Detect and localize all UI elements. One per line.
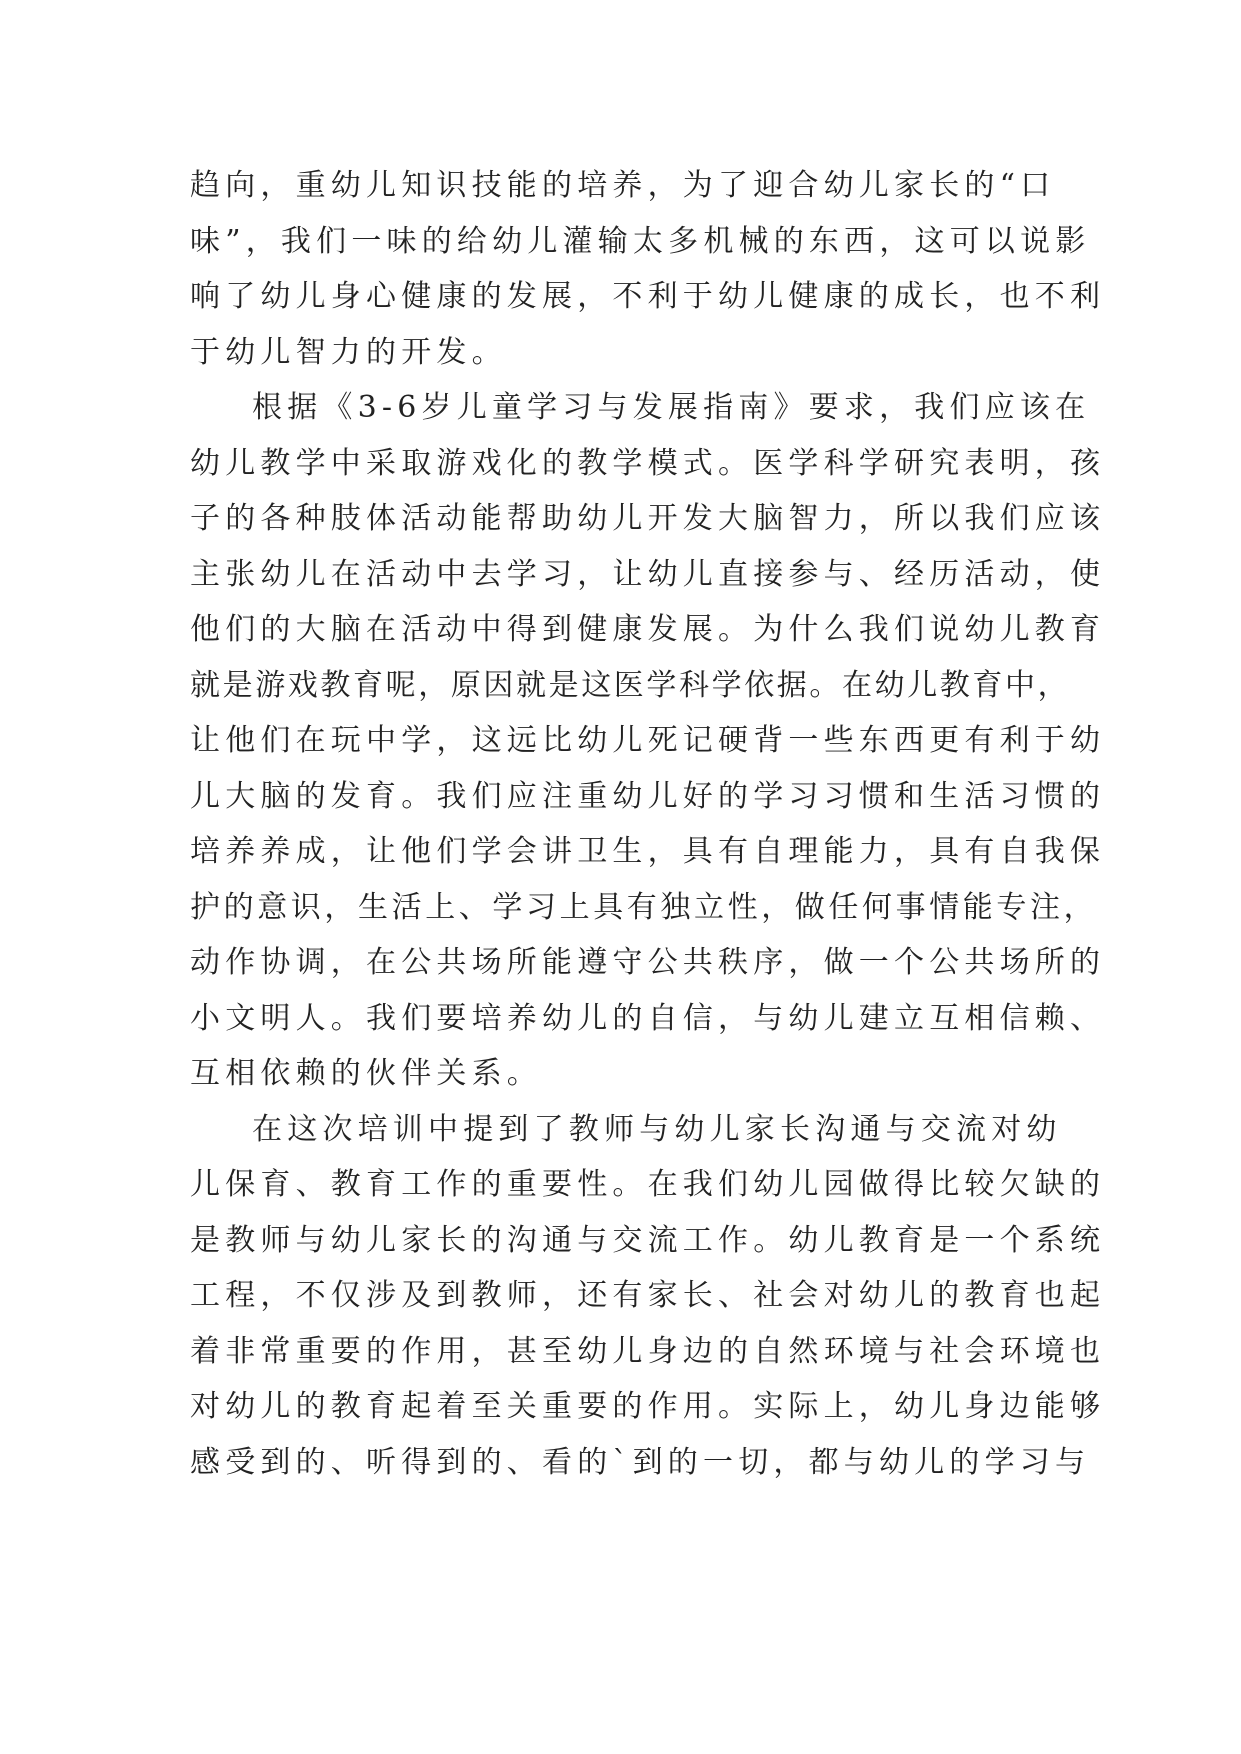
document-body — [190, 158, 1106, 1490]
text-line: 响了幼儿身心健康的发展，不利于幼儿健康的成长，也不利 — [190, 279, 1106, 314]
text-line: 就是游戏教育呢，原因就是这医学科学依据。在幼儿教育中， — [190, 667, 1071, 703]
text-line: 是教师与幼儿家长的沟通与交流工作。幼儿教育是一个系统 — [190, 1222, 1106, 1258]
text-line: 小文明人。我们要培养幼儿的自信，与幼儿建立互相信赖、 — [190, 1000, 1106, 1036]
text-line: 工程，不仅涉及到教师，还有家长、社会对幼儿的教育也起 — [190, 1278, 1106, 1313]
text-line: 互相依赖的伙伴关系。 — [190, 1056, 542, 1091]
text-line: 护的意识，生活上、学习上具有独立性，做任何事情能专注， — [190, 889, 1098, 925]
text-line: 着非常重要的作用，甚至幼儿身边的自然环境与社会环境也 — [190, 1333, 1106, 1369]
text-line: 儿保育、教育工作的重要性。在我们幼儿园做得比较欠缺的 — [190, 1167, 1106, 1202]
text-line: 于幼儿智力的开发。 — [190, 334, 507, 370]
text-line: 趋向，重幼儿知识技能的培养，为了迎合幼儿家长的“口 — [190, 168, 1056, 203]
text-line: 感受到的、听得到的、看的`到的一切，都与幼儿的学习与 — [190, 1444, 1091, 1480]
paragraph-start-line: 在这次培训中提到了教师与幼儿家长沟通与交流对幼 — [252, 1111, 1062, 1147]
text-line: 幼儿教学中采取游戏化的教学模式。医学科学研究表明，孩 — [190, 445, 1106, 481]
text-line: 对幼儿的教育起着至关重要的作用。实际上，幼儿身边能够 — [190, 1389, 1106, 1424]
text-line: 让他们在玩中学，这远比幼儿死记硬背一些东西更有利于幼 — [190, 723, 1106, 758]
text-line: 主张幼儿在活动中去学习，让幼儿直接参与、经历活动，使 — [190, 556, 1106, 592]
text-line: 味”，我们一味的给幼儿灌输太多机械的东西，这可以说影 — [190, 223, 1091, 259]
text-line: 动作协调，在公共场所能遵守公共秩序，做一个公共场所的 — [190, 945, 1106, 980]
text-line: 培养养成，让他们学会讲卫生，具有自理能力，具有自我保 — [190, 834, 1106, 869]
paragraph-start-line: 根据《3-6岁儿童学习与发展指南》要求，我们应该在 — [252, 390, 1091, 425]
text-line: 子的各种肢体活动能帮助幼儿开发大脑智力，所以我们应该 — [190, 501, 1106, 536]
text-line: 儿大脑的发育。我们应注重幼儿好的学习习惯和生活习惯的 — [190, 778, 1106, 814]
text-line: 他们的大脑在活动中得到健康发展。为什么我们说幼儿教育 — [190, 612, 1106, 647]
